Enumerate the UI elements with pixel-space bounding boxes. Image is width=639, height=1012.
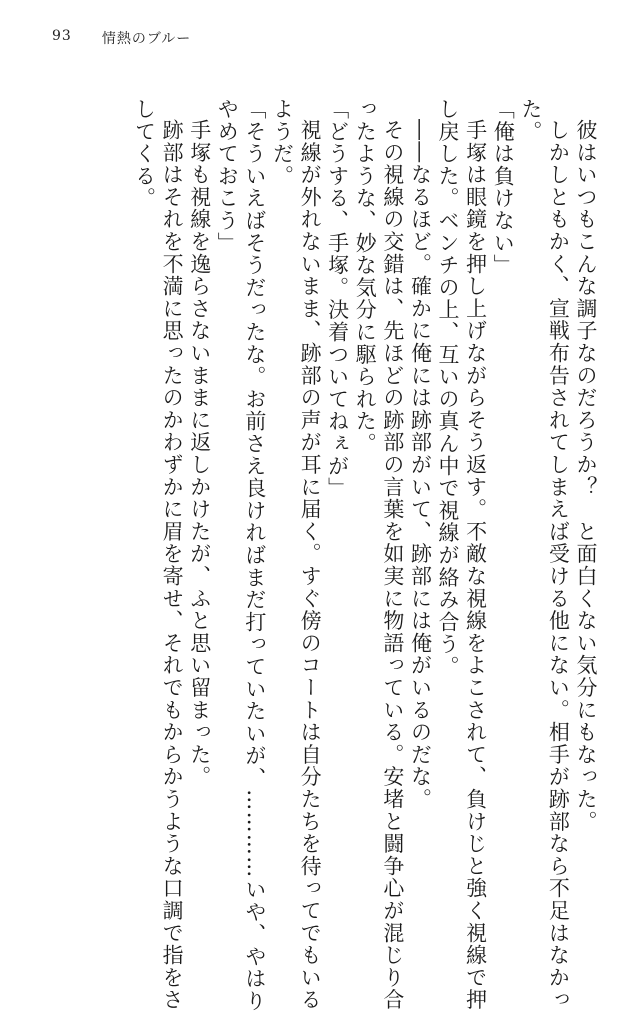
text-line: 視線が外れないまま、跡部の声が耳に届く。すぐ傍のコートは自分たちを待ってでもいる	[298, 119, 323, 1011]
text-line: 「どうする、手塚。決着ついてねぇが」	[325, 98, 350, 500]
text-line: ようだ。	[270, 98, 295, 188]
text-line: し戻した。ベンチの上、互いの真ん中で視線が絡み合う。	[436, 98, 461, 678]
text-line: ――なるほど。確かに俺には跡部がいて、跡部には俺がいるのだな。	[408, 119, 433, 811]
text-line: やめておこう」	[215, 98, 240, 255]
text-line: 手塚は眼鏡を押し上げながらそう返す。不敵な視線をよこされて、負けじと強く視線で押	[463, 119, 488, 1011]
page-number: 93	[52, 28, 72, 44]
text-line: ったような、妙な気分に駆られた。	[353, 98, 378, 455]
text-line: 手塚も視線を逸らさないままに返しかけたが、ふと思い留まった。	[187, 119, 212, 788]
page-header	[52, 28, 191, 48]
text-line: しかしともかく、宣戦布告されてしまえば受ける他にない。相手が跡部なら不足はなかっ	[546, 119, 571, 1011]
text-line: その視線の交錯は、先ほどの跡部の言葉を如実に物語っている。安堵と闘争心が混じり合	[380, 119, 405, 1011]
text-line: 「そういえばそうだったな。お前さえ良ければまだ打っていたいが、…………いや、やはり	[242, 98, 267, 1012]
running-title: 情熱のブルー	[101, 31, 192, 47]
text-line: してくる。	[132, 98, 157, 210]
text-line: 彼はいつもこんな調子なのだろうか？ と面白くない気分にもなった。	[574, 119, 598, 833]
vertical-body-text	[39, 98, 599, 1012]
text-line: 跡部はそれを不満に思ったのかわずかに眉を寄せ、それでもからかうような口調で指をさ	[160, 119, 185, 1011]
text-line: 「俺は負けない」	[491, 98, 516, 277]
text-line: た。	[518, 98, 543, 143]
